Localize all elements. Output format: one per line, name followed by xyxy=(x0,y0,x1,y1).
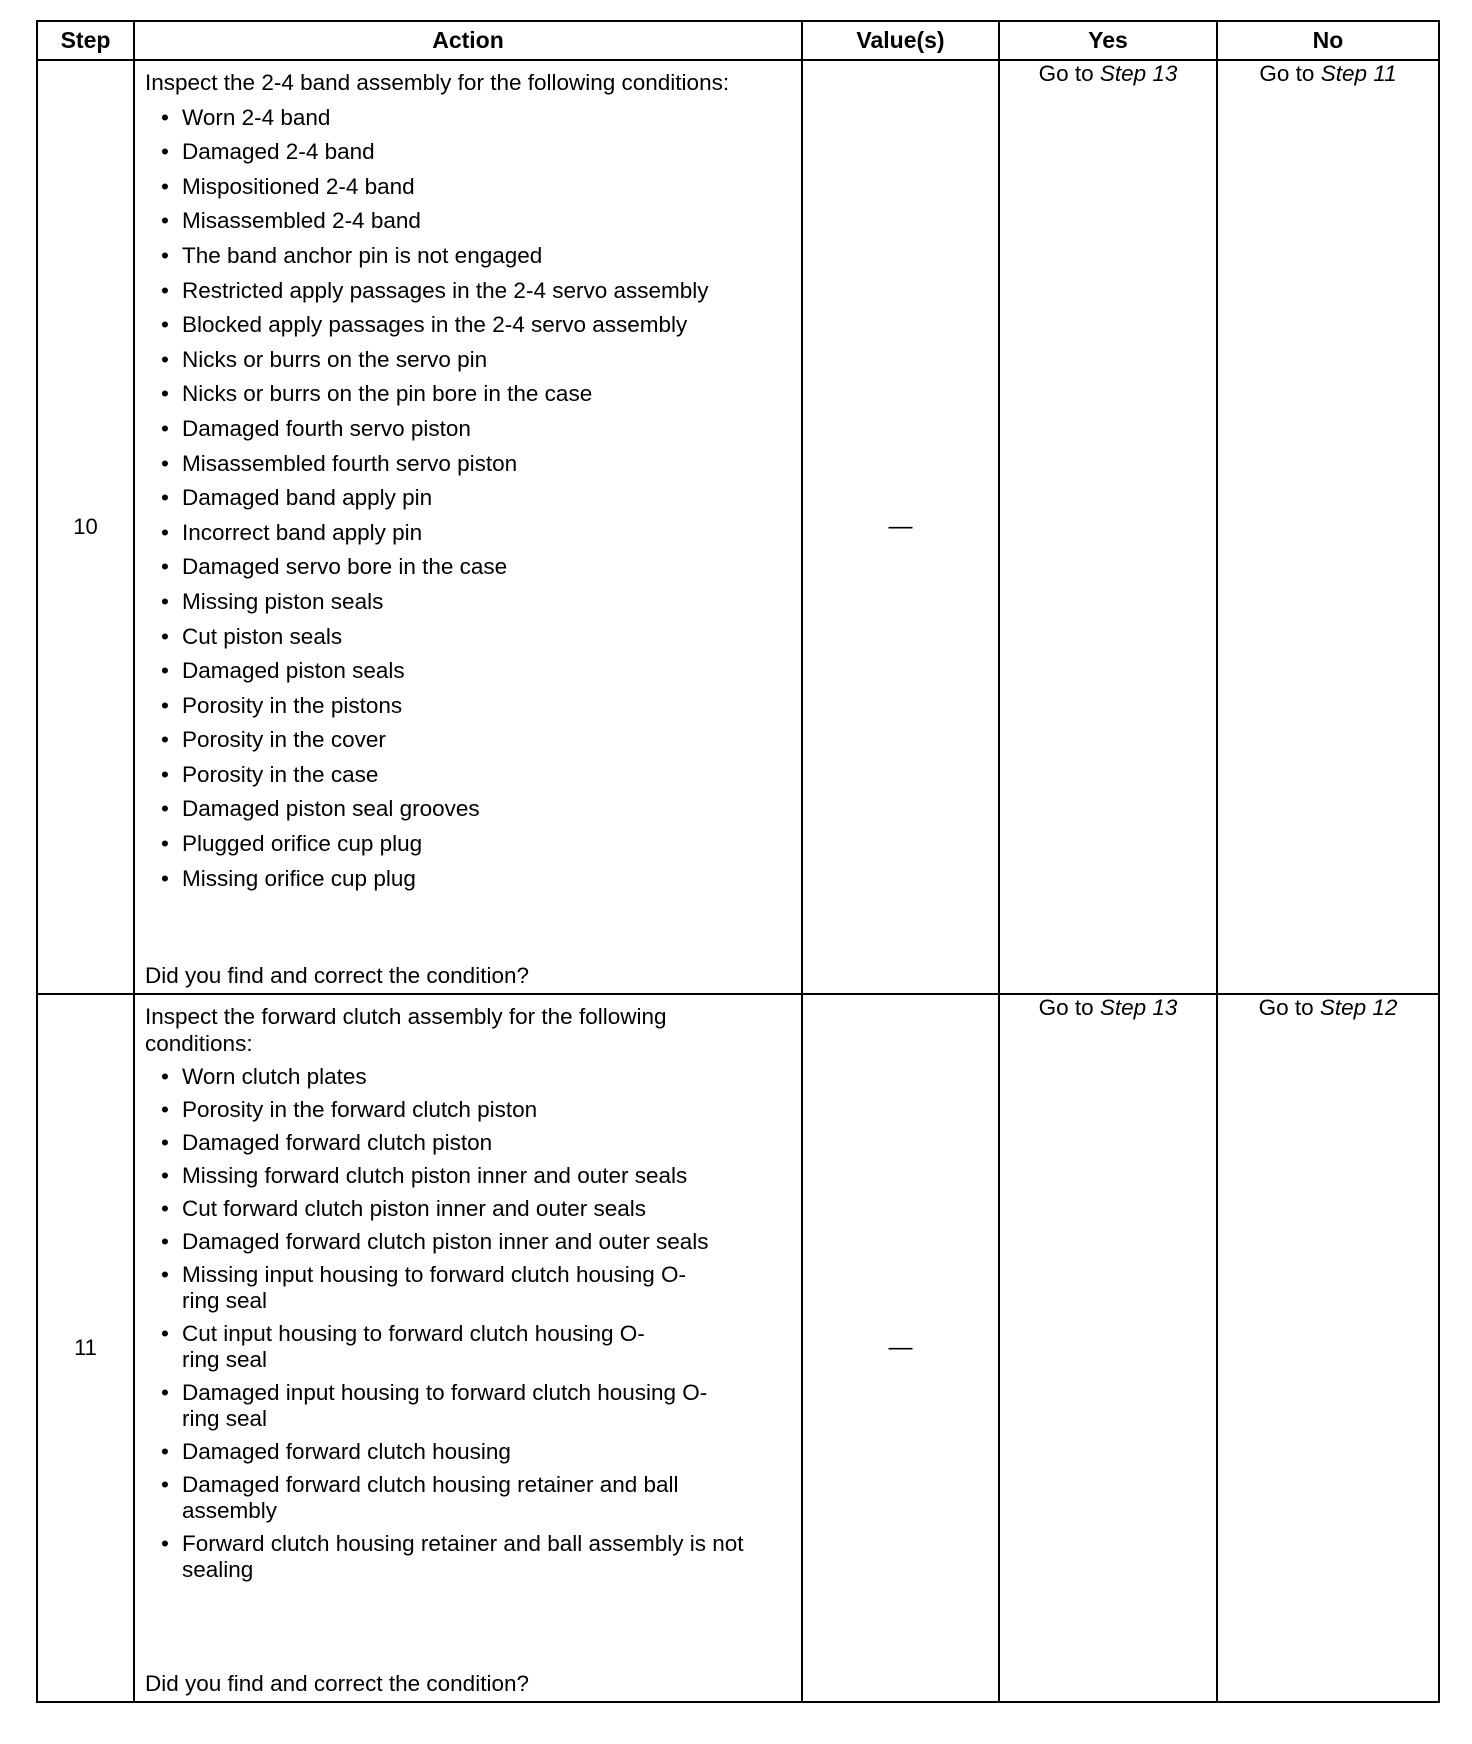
no-cell xyxy=(1217,60,1439,994)
header-row xyxy=(37,21,1439,60)
condition-item: • Missing piston seals xyxy=(159,588,791,615)
condition-item: • Damaged band apply pin xyxy=(159,484,791,511)
condition-item: • Damaged piston seals xyxy=(159,657,791,684)
condition-item: • Missing forward clutch piston inner and outer seals xyxy=(159,1163,791,1189)
condition-item: • Blocked apply passages in the 2-4 servo assembly xyxy=(159,311,791,338)
header-no: No xyxy=(1217,21,1439,60)
condition-item: • Missing input housing to forward clutch housing O-ring seal xyxy=(159,1262,791,1314)
yes-step-ref: Step 13 xyxy=(1099,61,1178,86)
condition-item: • Incorrect band apply pin xyxy=(159,519,791,546)
condition-item: • Worn 2-4 band xyxy=(159,104,791,131)
action-question: Did you find and correct the condition? xyxy=(145,1671,529,1696)
condition-item: • Damaged 2-4 band xyxy=(159,138,791,165)
value-cell: — xyxy=(802,994,999,1702)
condition-item: • Damaged forward clutch housing xyxy=(159,1439,791,1465)
yes-cell xyxy=(999,994,1217,1702)
condition-item: • Worn clutch plates xyxy=(159,1064,791,1090)
condition-list xyxy=(135,1064,801,1583)
condition-item: • Damaged forward clutch housing retainer and ball assembly xyxy=(159,1472,791,1524)
header-step: Step xyxy=(37,21,134,60)
condition-item: • Damaged forward clutch piston inner and outer seals xyxy=(159,1229,791,1255)
condition-item: • Forward clutch housing retainer and ball assembly is not sealing xyxy=(159,1531,791,1583)
condition-item: • Plugged orifice cup plug xyxy=(159,830,791,857)
condition-item: • Porosity in the pistons xyxy=(159,692,791,719)
no-cell xyxy=(1217,994,1439,1702)
action-intro: Inspect the 2-4 band assembly for the following conditions: xyxy=(145,70,730,95)
action-intro: Inspect the forward clutch assembly for the following conditions: xyxy=(145,1004,667,1056)
action-cell xyxy=(134,994,802,1702)
condition-item: • Misassembled fourth servo piston xyxy=(159,450,791,477)
header-values: Value(s) xyxy=(802,21,999,60)
yes-step-ref: Step 13 xyxy=(1099,995,1178,1020)
yes-cell xyxy=(999,60,1217,994)
condition-item: • Misassembled 2-4 band xyxy=(159,207,791,234)
step-number: 11 xyxy=(37,994,134,1702)
condition-item: • Cut input housing to forward clutch housing O-ring seal xyxy=(159,1321,791,1373)
no-goto: Go to Step 12 xyxy=(1258,995,1398,1020)
no-step-ref: Step 11 xyxy=(1320,61,1397,86)
condition-item: • Nicks or burrs on the pin bore in the case xyxy=(159,380,791,407)
condition-item: • Porosity in the cover xyxy=(159,726,791,753)
diagnostic-table xyxy=(36,20,1440,1703)
yes-goto: Go to Step 13 xyxy=(1038,995,1178,1020)
condition-item: • Damaged forward clutch piston xyxy=(159,1130,791,1156)
step-number: 10 xyxy=(37,60,134,994)
condition-item: • The band anchor pin is not engaged xyxy=(159,242,791,269)
condition-item: • Restricted apply passages in the 2-4 servo assembly xyxy=(159,277,791,304)
condition-item: • Damaged piston seal grooves xyxy=(159,795,791,822)
condition-item: • Cut piston seals xyxy=(159,623,791,650)
condition-item: • Porosity in the case xyxy=(159,761,791,788)
condition-item: • Nicks or burrs on the servo pin xyxy=(159,346,791,373)
condition-item: • Porosity in the forward clutch piston xyxy=(159,1097,791,1123)
header-action: Action xyxy=(134,21,802,60)
action-question: Did you find and correct the condition? xyxy=(145,963,529,988)
action-cell xyxy=(134,60,802,994)
condition-item: • Damaged fourth servo piston xyxy=(159,415,791,442)
header-yes: Yes xyxy=(999,21,1217,60)
condition-item: • Mispositioned 2-4 band xyxy=(159,173,791,200)
condition-item: • Damaged servo bore in the case xyxy=(159,553,791,580)
no-step-ref: Step 12 xyxy=(1319,995,1398,1020)
condition-item: • Missing orifice cup plug xyxy=(159,865,791,892)
table-row-step-10 xyxy=(37,60,1439,994)
condition-item: • Damaged input housing to forward clutch housing O-ring seal xyxy=(159,1380,791,1432)
yes-goto: Go to Step 13 xyxy=(1038,61,1178,86)
table-row-step-11 xyxy=(37,994,1439,1702)
condition-item: • Cut forward clutch piston inner and outer seals xyxy=(159,1196,791,1222)
condition-list xyxy=(135,104,801,892)
no-goto: Go to Step 11 xyxy=(1259,61,1397,86)
value-cell: — xyxy=(802,60,999,994)
